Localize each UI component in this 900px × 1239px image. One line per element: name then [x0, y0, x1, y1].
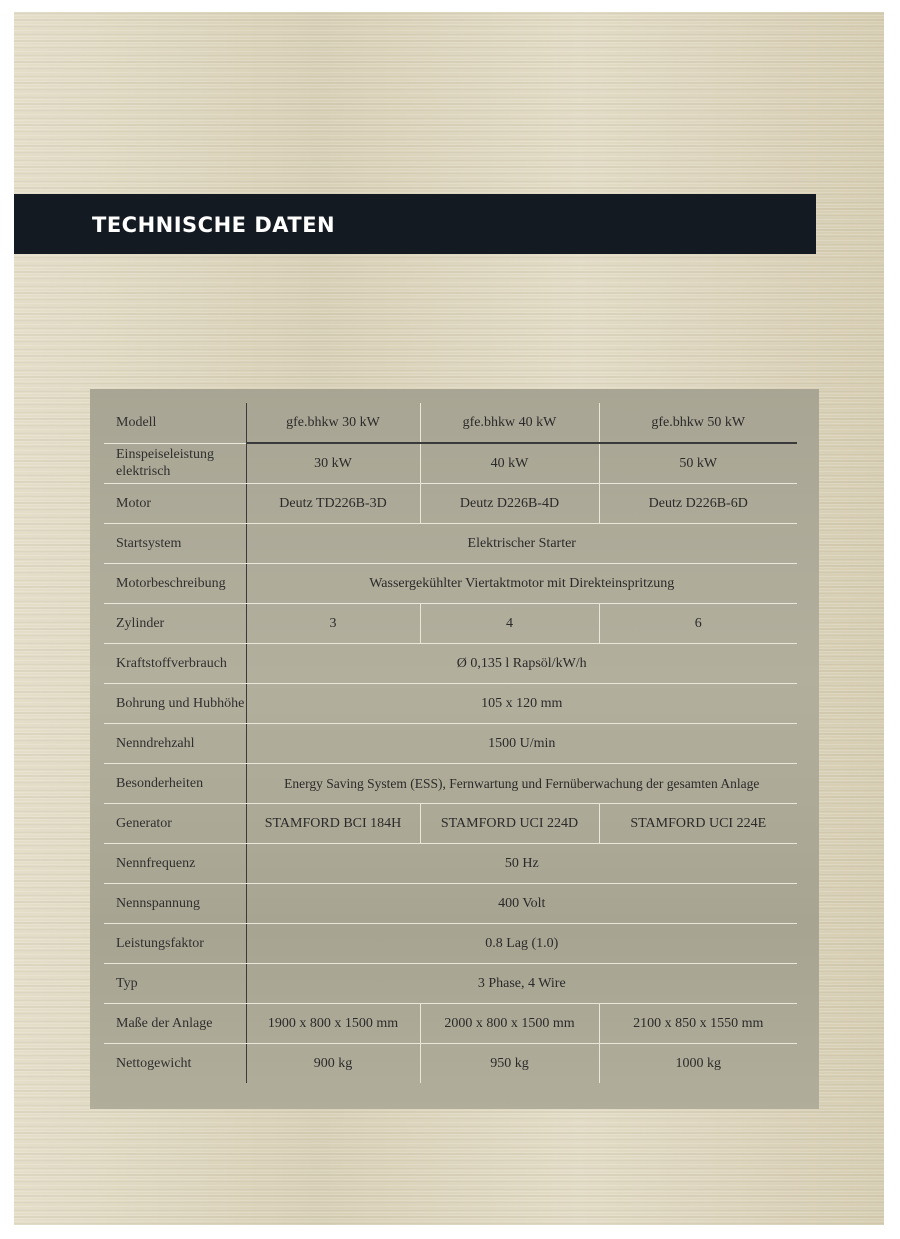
row-label: Nennfrequenz	[104, 844, 246, 884]
table-cell: 3 Phase, 4 Wire	[246, 964, 797, 1004]
table-cell: 3	[246, 604, 420, 644]
model-header: gfe.bhkw 50 kW	[599, 403, 797, 443]
table-row-motor	[104, 484, 797, 524]
table-row-kraftstoffverbrauch	[104, 644, 797, 684]
model-header: gfe.bhkw 40 kW	[420, 403, 599, 443]
table-cell: STAMFORD BCI 184H	[246, 804, 420, 844]
technical-data-table	[104, 403, 797, 1083]
table-row-einspeiseleistung	[104, 443, 797, 484]
row-label: Bohrung und Hubhöhe	[104, 684, 246, 724]
table-cell: Elektrischer Starter	[246, 524, 797, 564]
table-cell: Deutz TD226B-3D	[246, 484, 420, 524]
table-cell: Energy Saving System (ESS), Fernwartung und Fernüberwachung der gesamten Anlage	[246, 764, 797, 804]
table-cell: STAMFORD UCI 224E	[599, 804, 797, 844]
model-header: gfe.bhkw 30 kW	[246, 403, 420, 443]
table-cell: 105 x 120 mm	[246, 684, 797, 724]
table-cell: STAMFORD UCI 224D	[420, 804, 599, 844]
table-row-nenndrehzahl	[104, 724, 797, 764]
table-cell: Deutz D226B-4D	[420, 484, 599, 524]
table-row-leistungsfaktor	[104, 924, 797, 964]
table-cell: 950 kg	[420, 1044, 599, 1084]
table-row-besonderheiten	[104, 764, 797, 804]
row-label: Nenndrehzahl	[104, 724, 246, 764]
table-cell: 6	[599, 604, 797, 644]
table-row-modell	[104, 403, 797, 443]
table-cell: 400 Volt	[246, 884, 797, 924]
table-cell: 900 kg	[246, 1044, 420, 1084]
row-label: Modell	[104, 403, 246, 443]
row-label: Maße der Anlage	[104, 1004, 246, 1044]
table-cell: 2100 x 850 x 1550 mm	[599, 1004, 797, 1044]
table-row-nennspannung	[104, 884, 797, 924]
table-row-motorbeschreibung	[104, 564, 797, 604]
row-label: Leistungsfaktor	[104, 924, 246, 964]
table-cell: 0.8 Lag (1.0)	[246, 924, 797, 964]
table-cell: Ø 0,135 l Rapsöl/kW/h	[246, 644, 797, 684]
row-label: Startsystem	[104, 524, 246, 564]
row-label: Einspeiseleistung elektrisch	[104, 443, 246, 484]
row-label: Besonderheiten	[104, 764, 246, 804]
row-label: Generator	[104, 804, 246, 844]
table-row-zylinder	[104, 604, 797, 644]
table-row-generator	[104, 804, 797, 844]
table-row-masse	[104, 1004, 797, 1044]
row-label: Nettogewicht	[104, 1044, 246, 1084]
table-cell: 50 Hz	[246, 844, 797, 884]
table-cell: 4	[420, 604, 599, 644]
table-row-bohrung	[104, 684, 797, 724]
row-label: Motorbeschreibung	[104, 564, 246, 604]
table-cell: Deutz D226B-6D	[599, 484, 797, 524]
table-row-typ	[104, 964, 797, 1004]
table-cell: Wassergekühlter Viertaktmotor mit Direkteinspritzung	[246, 564, 797, 604]
table-cell: 2000 x 800 x 1500 mm	[420, 1004, 599, 1044]
table-cell: 1000 kg	[675, 1056, 721, 1071]
row-label: Motor	[104, 484, 246, 524]
table-row-nettogewicht	[104, 1044, 797, 1084]
table-cell: 50 kW	[599, 443, 797, 484]
table-cell: 30 kW	[246, 443, 420, 484]
row-label: Zylinder	[104, 604, 246, 644]
table-row-nennfrequenz	[104, 844, 797, 884]
page-title: TECHNISCHE DATEN	[92, 213, 336, 237]
table-row-startsystem	[104, 524, 797, 564]
table-cell: 1900 x 800 x 1500 mm	[246, 1004, 420, 1044]
table-cell: 1500 U/min	[246, 724, 797, 764]
table-cell: 40 kW	[420, 443, 599, 484]
row-label: Typ	[104, 964, 246, 1004]
row-label: Kraftstoffverbrauch	[104, 644, 246, 684]
row-label: Nennspannung	[104, 884, 246, 924]
